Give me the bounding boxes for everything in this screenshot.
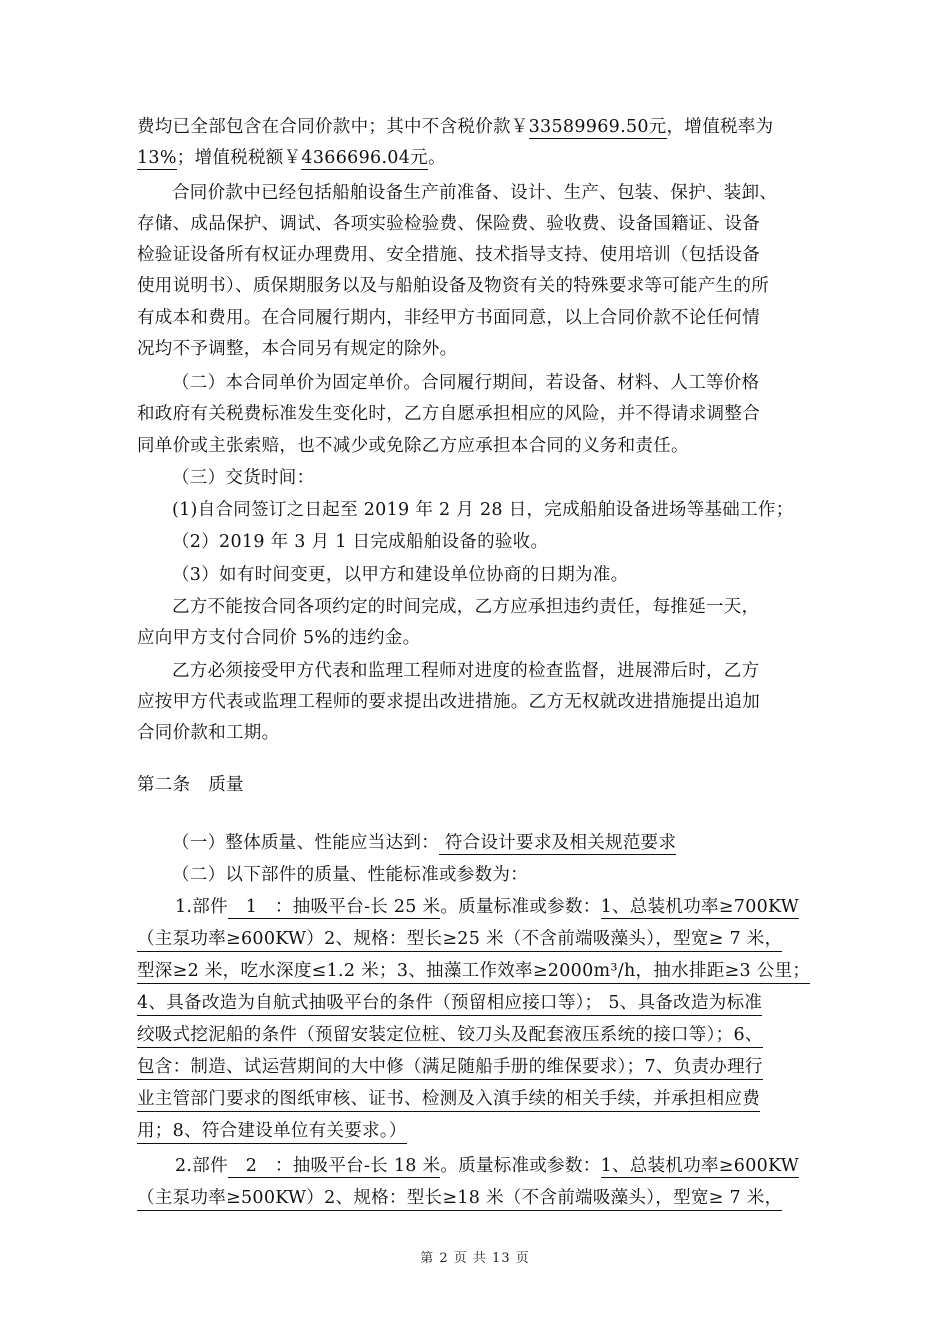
text-line: 包含：制造、试运营期间的大中修（满足随船手册的维保要求）；7、负责办理行 [137,1054,763,1080]
text-line: 13%；增值税税额￥4366696.04元。 [137,148,446,168]
underlined-tax-amount: 4366696.04元 [301,148,428,168]
text-line: 检验证设备所有权证办理费用、安全措施、技术指导支持、使用培训（包括设备 [137,245,760,265]
text-line: （三）交货时间： [172,468,315,488]
text-line: 2.部件 2 ：抽吸平台-长 18 米。质量标准或参数：1、总装机功率≥600KW [175,1156,800,1176]
text-line: 使用说明书）、质保期服务以及与船舶设备及物资有关的特殊要求等可能产生的所 [137,276,770,296]
underlined-part-number: 1 [227,897,275,917]
text-line: （2）2019 年 3 月 1 日完成船舶设备的验收。 [172,532,549,552]
text-line: 合同价款中已经包括船舶设备生产前准备、设计、生产、包装、保护、装卸、 [172,183,778,203]
text-line: 型深≥2 米，吃水深度≤1.2 米；3、抽藻工作效率≥2000m³/h，抽水排距≥3 公里； [137,958,810,984]
underlined-price: 33589969.50元 [528,117,667,137]
text-line: 况均不予调整，本合同另有规定的除外。 [137,339,458,359]
text-line: 存储、成品保护、调试、各项实验检验费、保险费、验收费、设备国籍证、设备 [137,214,760,234]
text-line: 和政府有关税费标准发生变化时，乙方自愿承担相应的风险，并不得请求调整合 [137,404,760,424]
text-line: （主泵功率≥600KW）2、规格：型长≥25 米（不含前端吸藻头），型宽≥ 7 米， [137,926,782,952]
text-line: 费均已全部包含在合同价款中；其中不含税价款￥33589969.50元，增值税率为 [137,117,774,137]
underlined-quality-standard: 符合设计要求及相关规范要求 [439,833,677,853]
text-line: 有成本和费用。在合同履行期内，非经甲方书面同意，以上合同价款不论任何情 [137,308,760,328]
text-line: 合同价款和工期。 [137,723,280,743]
text-line: 4、具备改造为自航式抽吸平台的条件（预留相应接口等）； 5、具备改造为标准 [137,990,762,1016]
text-line: 绞吸式挖泥船的条件（预留安装定位桩、铰刀头及配套液压系统的接口等）；6、 [137,1022,763,1048]
section-heading: 第二条 质量 [137,775,244,795]
text-line: 应向甲方支付合同价 5%的违约金。 [137,628,421,648]
text-line: （主泵功率≥500KW）2、规格：型长≥18 米（不含前端吸藻头），型宽≥ 7 米， [137,1185,782,1211]
text-line: 乙方必须接受甲方代表和监理工程师对进度的检查监督，进展滞后时，乙方 [172,661,760,681]
underlined-tax-rate: 13% [137,148,177,168]
text-line: 应按甲方代表或监理工程师的要求提出改进措施。乙方无权就改进措施提出追加 [137,692,760,712]
text-line: 1.部件 1 ：抽吸平台-长 25 米。质量标准或参数：1、总装机功率≥700KW [175,897,800,917]
text-line: （一）整体质量、性能应当达到： 符合设计要求及相关规范要求 [172,833,677,853]
text-line: 业主管部门要求的图纸审核、证书、检测及入滇手续的相关手续，并承担相应费 [137,1086,760,1112]
underlined-part-number: 2 [227,1156,275,1176]
text-line: (1)自合同签订之日起至 2019 年 2 月 28 日，完成船舶设备进场等基础工作； [172,500,794,520]
text-line: 乙方不能按合同各项约定的时间完成，乙方应承担违约责任，每推延一天， [172,597,760,617]
text-line: （二）以下部件的质量、性能标准或参数为： [172,865,528,885]
text-line: 同单价或主张索赔，也不减少或免除乙方应承担本合同的义务和责任。 [137,436,689,456]
text-line: 用；8、符合建设单位有关要求。） [137,1118,407,1144]
text-line: （二）本合同单价为固定单价。合同履行期间，若设备、材料、人工等价格 [172,373,760,393]
text-line: （3）如有时间变更，以甲方和建设单位协商的日期为准。 [172,565,629,585]
page-number-footer: 第 2 页 共 13 页 [420,1251,530,1266]
